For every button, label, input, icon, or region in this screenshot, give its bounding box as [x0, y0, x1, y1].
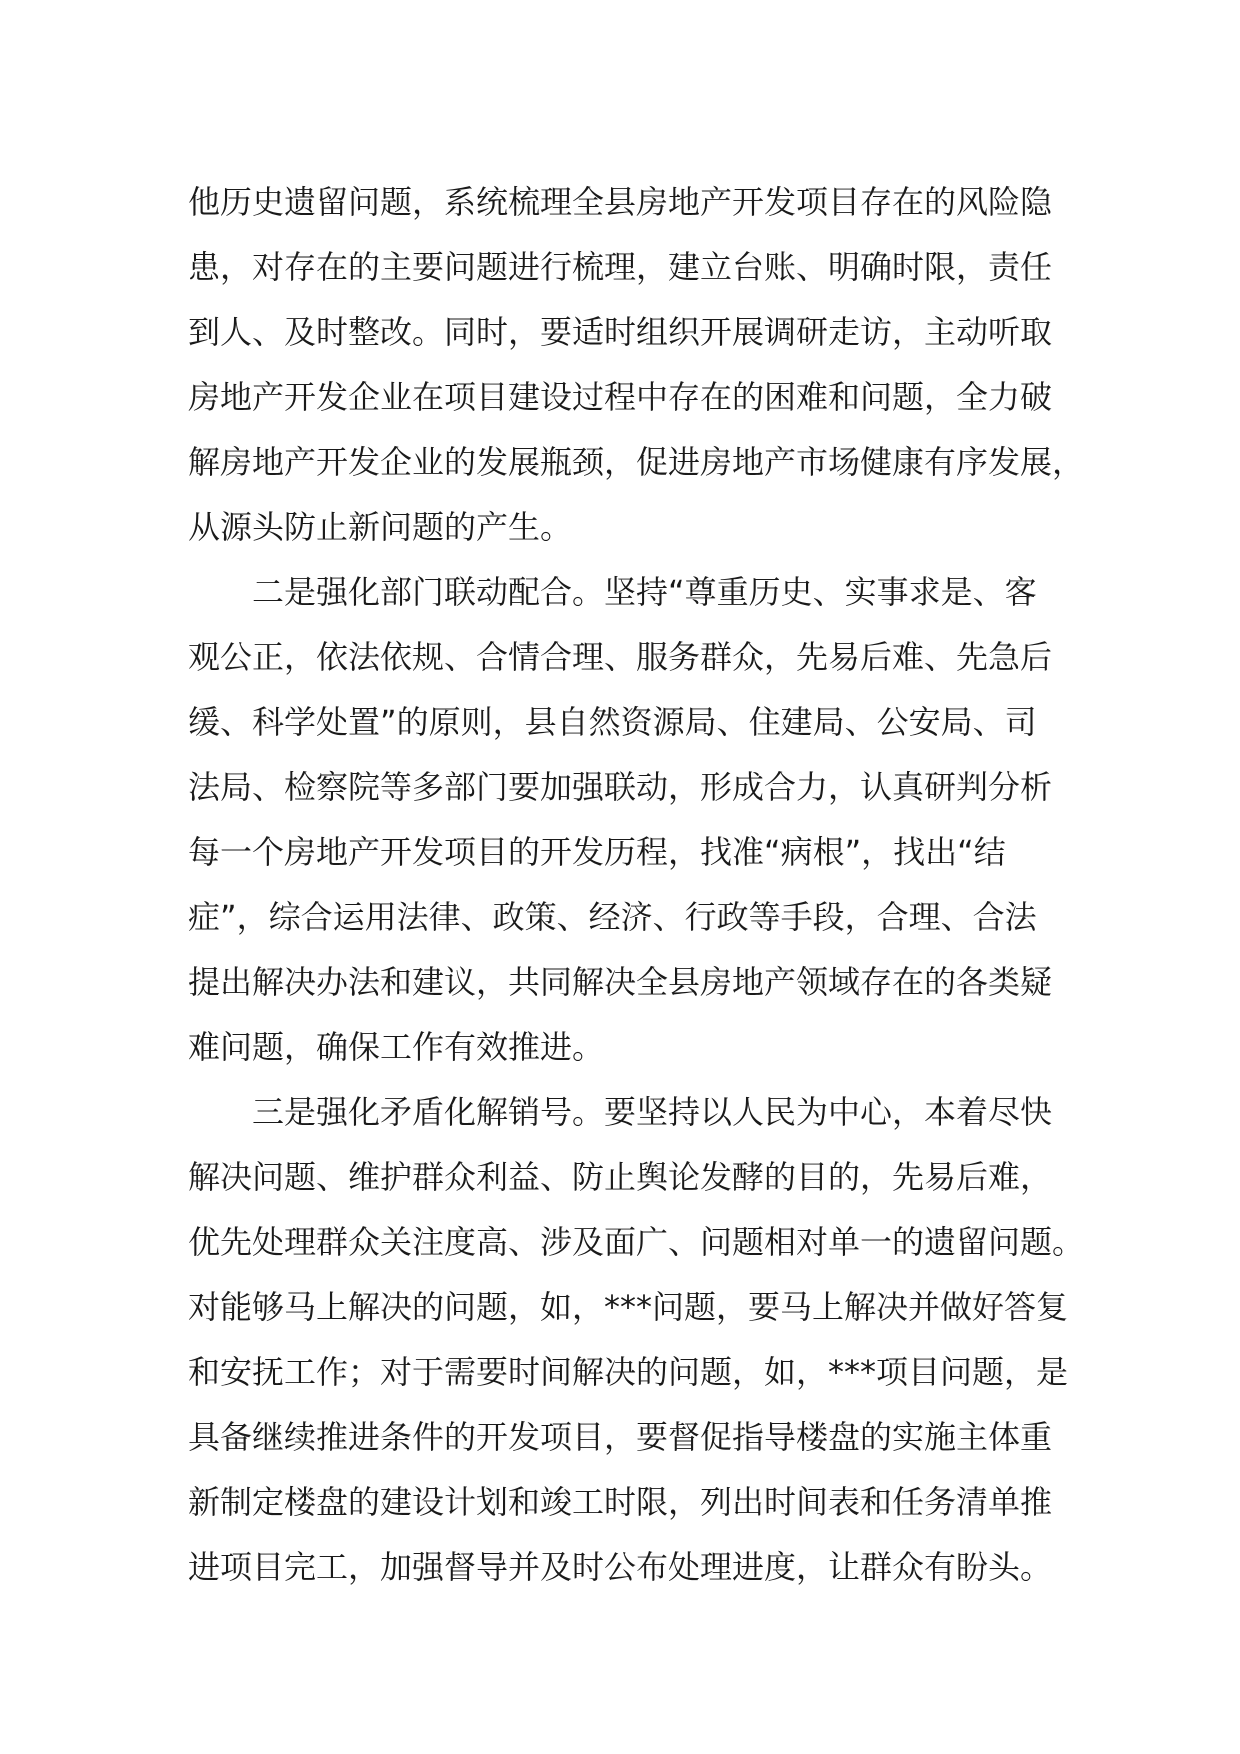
text-line: 和安抚工作；对于需要时间解决的问题，如，***项目问题，是	[188, 1353, 1069, 1391]
text-line: 解房地产开发企业的发展瓶颈，促进房地产市场健康有序发展，	[188, 443, 1085, 481]
text-line: 房地产开发企业在项目建设过程中存在的困难和问题，全力破	[188, 378, 1053, 416]
text-line: 进项目完工，加强督导并及时公布处理进度，让群众有盼头。	[188, 1548, 1053, 1586]
text-line: 从源头防止新问题的产生。	[188, 508, 573, 546]
text-line-first: 二是强化部门联动配合。坚持“尊重历史、实事求是、客	[252, 573, 1037, 611]
text-line: 症”，综合运用法律、政策、经济、行政等手段，合理、合法	[188, 898, 1037, 936]
text-line: 具备继续推进条件的开发项目，要督促指导楼盘的实施主体重	[188, 1418, 1053, 1456]
text-line: 观公正，依法依规、合情合理、服务群众，先易后难、先急后	[188, 638, 1053, 676]
text-line: 难问题，确保工作有效推进。	[188, 1028, 605, 1066]
text-line-first: 三是强化矛盾化解销号。要坚持以人民为中心，本着尽快	[252, 1093, 1053, 1131]
text-line: 对能够马上解决的问题，如，***问题，要马上解决并做好答复	[188, 1288, 1069, 1326]
text-line: 新制定楼盘的建设计划和竣工时限，列出时间表和任务清单推	[188, 1483, 1053, 1521]
text-line: 提出解决办法和建议，共同解决全县房地产领域存在的各类疑	[188, 963, 1053, 1001]
paragraph-1	[188, 170, 1088, 560]
text-line: 法局、检察院等多部门要加强联动，形成合力，认真研判分析	[188, 768, 1053, 806]
text-line: 到人、及时整改。同时，要适时组织开展调研走访，主动听取	[188, 313, 1053, 351]
text-line: 每一个房地产开发项目的开发历程，找准“病根”，找出“结	[188, 833, 1006, 871]
text-line: 优先处理群众关注度高、涉及面广、问题相对单一的遗留问题。	[188, 1223, 1085, 1261]
text-line: 缓、科学处置”的原则，县自然资源局、住建局、公安局、司	[188, 703, 1037, 741]
document-body	[188, 170, 1088, 1600]
text-line: 他历史遗留问题，系统梳理全县房地产开发项目存在的风险隐	[188, 183, 1053, 221]
paragraph-3	[188, 1080, 1088, 1600]
text-line: 解决问题、维护群众利益、防止舆论发酵的目的，先易后难，	[188, 1158, 1053, 1196]
text-line: 患，对存在的主要问题进行梳理，建立台账、明确时限，责任	[188, 248, 1053, 286]
paragraph-2	[188, 560, 1088, 1080]
